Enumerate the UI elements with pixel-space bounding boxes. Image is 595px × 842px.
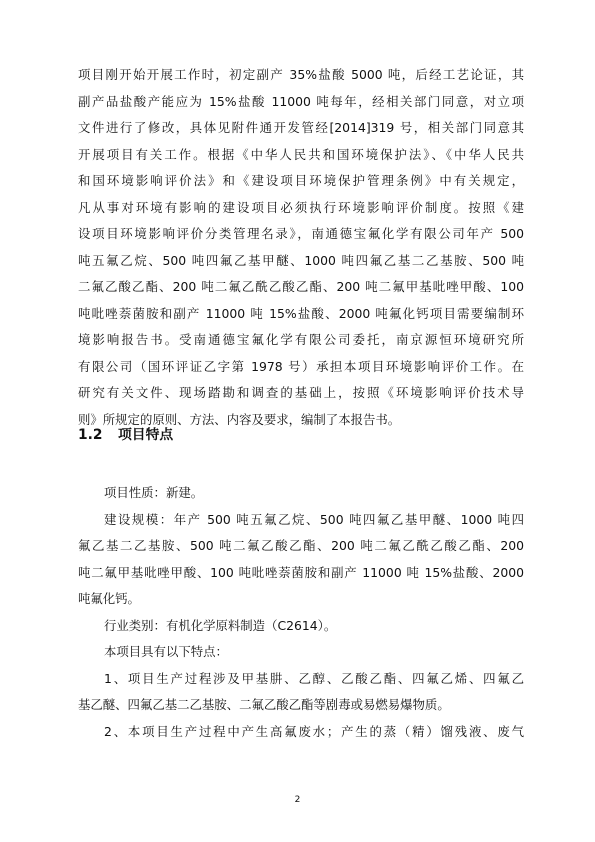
paragraph-line: 吨吡唑萘菌胺和副产 11000 吨 15%盐酸、2000 吨氟化钙项目需要编制环: [78, 305, 524, 321]
project-nature-line: 项目性质：新建。: [104, 485, 204, 500]
feature-item-line: 基乙醚、四氟乙基二乙基胺、二氟乙酸乙酯等剧毒或易燃易爆物质。: [78, 697, 450, 712]
paragraph-line: 副产品盐酸产能应为 15%盐酸 11000 吨每年，经相关部门同意，对立项: [78, 93, 524, 109]
paragraph-line: 和国环境影响评价法》和《建设项目环境保护管理条例》中有关规定，: [78, 173, 524, 188]
page-number: 2: [294, 795, 301, 805]
feature-item-line: 2、本项目生产过程中产生高氟废水；产生的蒸（精）馏残液、废气: [104, 723, 524, 739]
paragraph-line: 二氟乙酸乙酯、200 吨二氟乙酰乙酸乙酯、200 吨二氟甲基吡唑甲酸、100: [78, 279, 524, 294]
features-intro-line: 本项目具有以下特点：: [104, 644, 228, 659]
section-heading: [78, 424, 173, 446]
paragraph-line: 项目刚开始开展工作时，初定副产 35%盐酸 5000 吨，后经工艺论证，其: [78, 67, 524, 82]
paragraph-line: 凡从事对环境有影响的建设项目必须执行环境影响评价制度。按照《建: [78, 199, 524, 215]
intro-paragraph: [78, 62, 524, 433]
paragraph-line: 文件进行了修改，具体见附件通开发管经[2014]319 号，相关部门同意其: [78, 120, 524, 135]
paragraph-line: 研究有关文件、现场踏勘和调查的基础上，按照《环境影响评价技术导: [78, 385, 524, 400]
section-body: [78, 480, 524, 745]
construction-scale-line: 氟乙基二乙基胺、500 吨二氟乙酸乙酯、200 吨二氟乙酰乙酸乙酯、200: [78, 538, 524, 553]
paragraph-line: 设项目环境影响评价分类管理名录》，南通德宝氟化学有限公司年产 500: [78, 226, 524, 241]
paragraph-line: 有限公司（国环评证乙字第 1978 号）承担本项目环境影响评价工作。在: [78, 358, 524, 374]
feature-item-line: 1、项目生产过程涉及甲基肼、乙醇、乙酸乙酯、四氟乙烯、四氟乙: [104, 670, 524, 686]
construction-scale-line: 吨氟化钙。: [78, 591, 140, 606]
paragraph-line: 吨五氟乙烷、500 吨四氟乙基甲醚、1000 吨四氟乙基二乙基胺、500 吨: [78, 252, 524, 268]
paragraph-line: 境影响报告书。受南通德宝氟化学有限公司委托，南京源恒环境研究所: [78, 332, 524, 347]
industry-category-line: 行业类别：有机化学原料制造（C2614）。: [104, 617, 337, 633]
construction-scale-line: 吨二氟甲基吡唑甲酸、100 吨吡唑萘菌胺和副产 11000 吨 15%盐酸、2000: [78, 564, 524, 580]
construction-scale-line: 建设规模：年产 500 吨五氟乙烷、500 吨四氟乙基甲醚、1000 吨四: [104, 511, 524, 527]
section-number: 1.2: [78, 427, 103, 443]
paragraph-line: 则》所规定的原则、方法、内容及要求，编制了本报告书。: [78, 411, 401, 427]
section-title: 项目特点: [118, 427, 174, 443]
paragraph-line: 开展项目有关工作。根据《中华人民共和国环境保护法》、《中华人民共: [78, 146, 524, 162]
